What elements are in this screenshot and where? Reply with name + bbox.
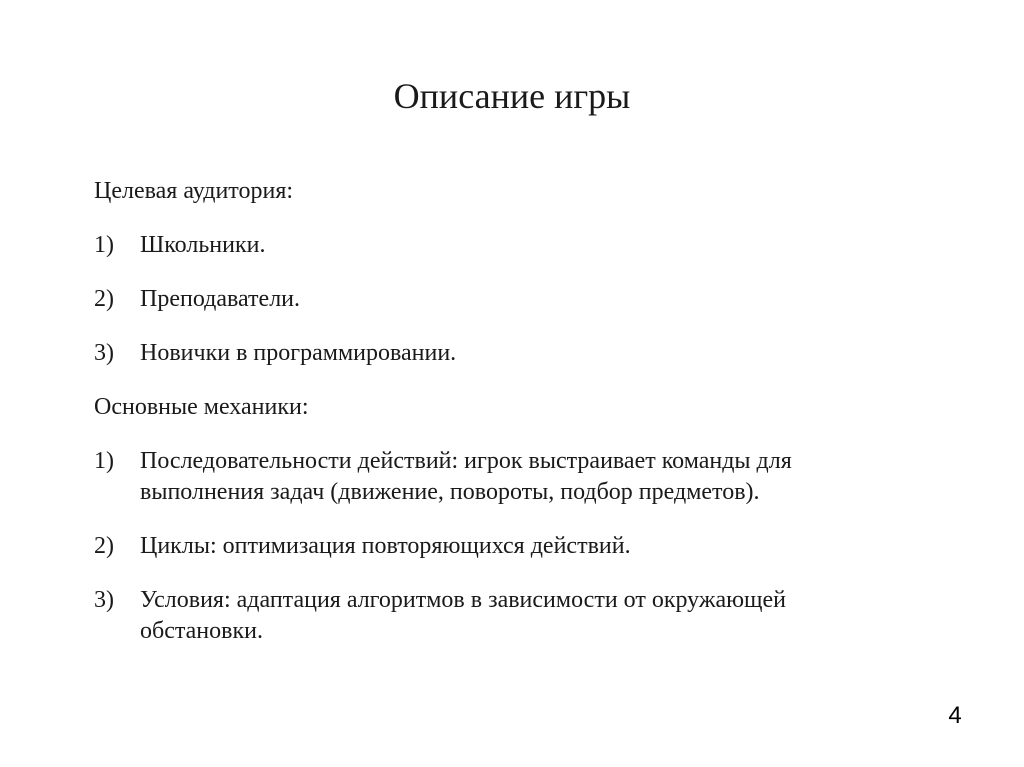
list-item: [94, 531, 914, 562]
slide-title: Описание игры: [393, 76, 631, 116]
section-target-audience: [94, 176, 914, 369]
list-item-number: 1): [94, 448, 114, 474]
list-item-number: 1): [94, 232, 114, 258]
list-item: [94, 585, 914, 647]
slide-content: [94, 176, 914, 670]
list-item-text: Последовательности действий: игрок выстраивает команды для выполнения задач (движение, повороты, подбор предметов).: [140, 448, 792, 505]
list-item-number: 3): [94, 587, 114, 613]
section-heading: Основные механики:: [94, 394, 309, 420]
list-item: [94, 230, 914, 261]
list-item-number: 2): [94, 286, 114, 312]
list-item-text: Преподаватели.: [140, 286, 301, 312]
list-item-number: 2): [94, 533, 114, 559]
list-item-text: Новички в программировании.: [140, 340, 457, 366]
list-item-text: Циклы: оптимизация повторяющихся действий.: [140, 533, 631, 559]
page-number: 4: [948, 702, 962, 729]
list-item-text: Условия: адаптация алгоритмов в зависимости от окружающей обстановки.: [140, 587, 787, 644]
list-item-number: 3): [94, 340, 114, 366]
list-item: [94, 284, 914, 315]
section-core-mechanics: [94, 392, 914, 647]
list-item-text: Школьники.: [140, 232, 266, 258]
list-item: [94, 338, 914, 369]
section-heading: Целевая аудитория:: [94, 178, 294, 204]
list-item: [94, 446, 914, 508]
